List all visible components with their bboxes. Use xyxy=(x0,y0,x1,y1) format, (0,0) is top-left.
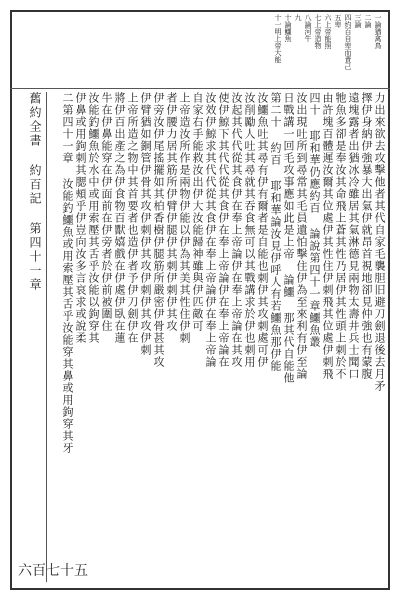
notes-divider xyxy=(10,88,390,89)
text-column: 二第四十一章 汝能釣鱷魚或用索壓其舌乎汝能穿其鼻或用鉤穿其牙 xyxy=(61,92,74,454)
text-column: 汝效伊鯨求其代代從其食伊在奉上帝論伊在奉上帝論 xyxy=(204,92,217,368)
note-4: 四約百自卑而責己 xyxy=(344,14,352,70)
text-column: 汝鱷魚吐其尋有伊有爾者是自能也刺伊其攻刺處可伊 xyxy=(256,92,269,368)
text-column: 使伊鯨下其代代從其食伊在奉上帝論伊在奉上帝論在 xyxy=(217,92,230,368)
text-column: 日戰講一回毛攻事應如此是上帝 論鱷 那其代自能他 xyxy=(282,92,295,384)
note-5: 五卑 xyxy=(334,14,342,28)
margin-title xyxy=(16,92,44,582)
text-column: 將伊百出產之為伊食物百獸嬉戲在伊處伊臥在蓮 xyxy=(113,92,126,344)
note-7: 七上帝造物 xyxy=(314,14,322,49)
text-column: 上帝造汝所作是兩物伊能以伊為其美其性住伊刺 xyxy=(178,92,191,344)
text-column: 力出來欲去攻擊他者其代自家毛襲胆旧避刀劍退後去月矛 xyxy=(373,92,386,392)
note-1: 一論猶禽鳥 xyxy=(374,14,382,49)
note-3: 三論 xyxy=(354,14,362,28)
text-column: 第二十 約百 耶和華論汝見伊呼人有若鱷魚那伊能 xyxy=(269,92,282,372)
text-column: 汝出現吐所到尋常其毛員遺怕擊住伊為至來利有伊至論 xyxy=(295,92,308,380)
note-2: 二論 xyxy=(364,14,372,28)
margin-separator xyxy=(46,92,47,582)
text-column: 遠塊露者出猶冰冷雖居其氣淋德見兩物太壽井兵士聞口 xyxy=(347,92,360,380)
book-name: 約百記 xyxy=(28,164,42,206)
text-column: 擇伊身納伊強暴大出氣伊就昂首視地卻見仲強也有蒙腹 xyxy=(360,92,373,380)
book-title: 舊約全書 xyxy=(28,92,42,148)
note-10: 十論鱷魚 xyxy=(284,14,292,42)
chapter-label: 第四十一章 xyxy=(28,222,42,292)
text-column: 伊旁汝伊尾搖擺如其柏香樹伊腿筋所嚴密伊骨甚其攻 xyxy=(152,92,165,368)
note-11: 十一明上帝大能 xyxy=(274,14,282,63)
top-notes xyxy=(62,14,382,84)
text-column: 上帝所造之物中其首要者也造伊者予伊刀劍伊在 xyxy=(126,92,139,344)
text-column: 由許塊百體遲汝爾其位處伊其性住伊刺飛其位處伊刺飛 xyxy=(321,92,334,380)
note-8: 八論河牛 xyxy=(304,14,312,42)
text-column: 牠魚多卻是奉汝其命飛上蒼其性乃居伊其性頭上刺於不 xyxy=(334,92,347,380)
text-column: 四十 耶和華仍應約百 論說第四十一章鱷魚叢 xyxy=(308,92,321,348)
note-6: 六上帝能照 xyxy=(324,14,332,49)
page-number: 六百七十五 xyxy=(18,563,88,579)
text-column: 牛在伊鼻能穿在伊面前在伊旁者於伊前被圍住 xyxy=(100,92,113,332)
note-9: 九 xyxy=(294,14,302,21)
text-column: 汝起其代代從其食伊在奉上帝論伊在奉上帝論在其攻 xyxy=(230,92,243,368)
text-column: 者伊腰力居其筋所伊臂伊腿伊其刺伊刺伊其攻 xyxy=(165,92,178,332)
text-column: 汝能釣鱷魚於水中或用索壓其舌乎汝能以鉤穿其 xyxy=(87,92,100,344)
main-text xyxy=(50,92,386,582)
text-column: 自家右手能救汝出伊大汝能歸神雖與伊匹敵可 xyxy=(191,92,204,332)
text-column: 伊鼻或用鉤刺其腮頰乎伊豈向汝多言哀求或說柔 xyxy=(74,92,87,344)
text-column: 伊臂猶如銅管伊骨其攻伊刺伊其攻伊刺伊其攻伊刺 xyxy=(139,92,152,356)
text-column: 汝削勵人吐其尋就其吞食無可以其戰講求於伊也刺用 xyxy=(243,92,256,368)
book-page xyxy=(10,10,390,590)
